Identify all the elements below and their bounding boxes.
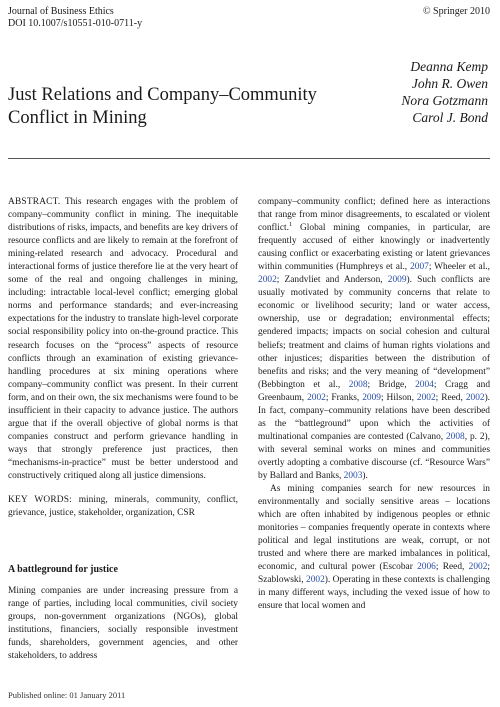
text-span: ; Bridge, — [367, 379, 416, 390]
journal-name: Journal of Business Ethics — [8, 6, 114, 17]
title-line-2: Conflict in Mining — [8, 108, 147, 128]
article-title — [8, 84, 358, 130]
abstract-text: This research engages with the problem of company–community conflict in mining. The inequitable distributions of risks, impacts, and benefits are key drivers of resource conflicts and are likely to remain at the forefront of mining-related research and advocacy. Procedural and interactional forms of justice therefore lie at the very heart of some of the real and ongoing challenges in mining, including: intractable local-level conflict; emerging global norms and performance standards; and ever-increasing expectations for the industry to translate high-level corporate social responsibility policy into on-the-ground practice. This research focuses on the “process” aspects of resource conflicts through an examination of existing grievance-handling procedures at six mining operations where company–community conflict was present. In their current form, and on their own, the six mechanisms were found to be insufficient in their capacity to advance justice. The authors argue that if the overall objective of global norms is that companies construct and perform grievance handling in ways that strongly preference just practices, then “mechanisms-in-practice” must be better understood and constructively critiqued along all justice dimensions. — [8, 197, 238, 481]
copyright: © Springer 2010 — [422, 6, 490, 17]
author: Deanna Kemp — [410, 59, 488, 74]
keywords-text: mining, minerals, community, conflict, grievance, justice, stakeholder, organization, CSR — [8, 495, 238, 519]
citation-link[interactable]: 2008 — [348, 379, 368, 390]
abstract-label: ABSTRACT. — [8, 197, 61, 207]
keywords — [8, 494, 238, 520]
citation-link[interactable]: 2003 — [343, 470, 363, 481]
text-span: ). Operating in these contexts is challenging in many different ways, including the vexed issue of how to ensure that local women and — [258, 575, 490, 612]
citation-link[interactable]: 2002 — [468, 562, 488, 573]
citation-link[interactable]: 2002 — [465, 392, 485, 403]
text-span: ; Franks, — [325, 392, 363, 403]
title-line-1: Just Relations and Company–Community — [8, 85, 317, 105]
footnote-ref[interactable]: 1 — [288, 220, 293, 228]
citation-link[interactable]: 2008 — [445, 431, 465, 442]
text-span: , p. 2), with several seminal works on mines and communities overtly adopting a combative discourse (cf. “Resource Wars” by Ballard and Banks, — [258, 431, 490, 481]
text-span: ; Wheeler et al., — [428, 262, 490, 273]
right-column — [258, 196, 490, 614]
citation-link[interactable]: 2002 — [258, 275, 277, 286]
text-span: ). In fact, company–community relations have been described as the “battleground” upon which the activities of multinational companies are contested (Calvano, — [258, 392, 491, 442]
citation-link[interactable]: 2002 — [307, 392, 326, 403]
abstract-column — [8, 196, 238, 520]
citation-link[interactable]: 2007 — [410, 262, 429, 273]
citation-link[interactable]: 2006 — [417, 562, 436, 573]
text-span: ; Reed, — [435, 562, 469, 573]
text-span: ; Hilson, — [380, 392, 417, 403]
section-body — [8, 585, 238, 663]
journal-header — [8, 6, 142, 30]
text-span: ; Szablowski, — [258, 562, 490, 586]
text-span: ; Zandvliet and Anderson, — [276, 275, 388, 286]
citation-link[interactable]: 2009 — [362, 392, 381, 403]
section-heading: A battleground for justice — [8, 564, 118, 575]
text-span: ). — [362, 470, 368, 481]
section-paragraph: Mining companies are under increasing pressure from a range of parties, including local communities, civil society groups, non-government organizations (NGOs), global institutions, financiers, socially responsible investment funds, shareholders, government agencies, and other stakeholders, to address — [8, 586, 238, 662]
text-span: As mining companies search for new resources in environmentally and socially sensitive areas – locations which are often inhabited by indigenous peoples or ethnic monitories – companies frequently operate in contexts where political and legal institutions are weak, corrupt, or not trusted and where there are marked imbalances in political, economic, and cultural power (Escobar — [258, 484, 490, 573]
header-divider — [8, 158, 490, 159]
text-span: company–community conflict; defined here as interactions that range from minor disagreements, to escalated or violent conflict. — [258, 197, 490, 234]
text-span: ; Cragg and Greenbaum, — [258, 379, 491, 403]
author: Carol J. Bond — [412, 110, 488, 125]
text-span: ). Such conflicts are usually motivated by community concerns that relate to economic or livelihood security; land or water access, ownership, use or degradation; environmental effects; gendered impacts; impacts on social cohesion and cultural beliefs; treatment and claims of human rights violations and other injustices; disparities between the distribution of benefits and risks; and the very meaning of “development” (Bebbington et al., — [258, 275, 490, 390]
author: Nora Gotzmann — [401, 93, 488, 108]
citation-link[interactable]: 2002 — [416, 392, 436, 403]
citation-link[interactable]: 2009 — [387, 275, 407, 286]
author-list — [401, 58, 488, 126]
abstract — [8, 196, 238, 483]
published-date: Published online: 01 January 2011 — [8, 690, 126, 700]
citation-link[interactable]: 2002 — [306, 575, 325, 586]
text-span: Global mining companies, in particular, are frequently accused of either knowingly or inadvertently causing conflict or exacerbating existing or latent grievances within communities (Humphreys et al., — [258, 223, 490, 273]
keywords-label: KEY WORDS: — [8, 495, 72, 506]
paragraph-1 — [258, 196, 490, 483]
doi: DOI 10.1007/s10551-010-0711-y — [8, 18, 143, 29]
citation-link[interactable]: 2004 — [415, 379, 434, 390]
paragraph-2 — [258, 483, 490, 613]
text-span: ; Reed, — [435, 392, 466, 403]
author: John R. Owen — [411, 76, 488, 91]
